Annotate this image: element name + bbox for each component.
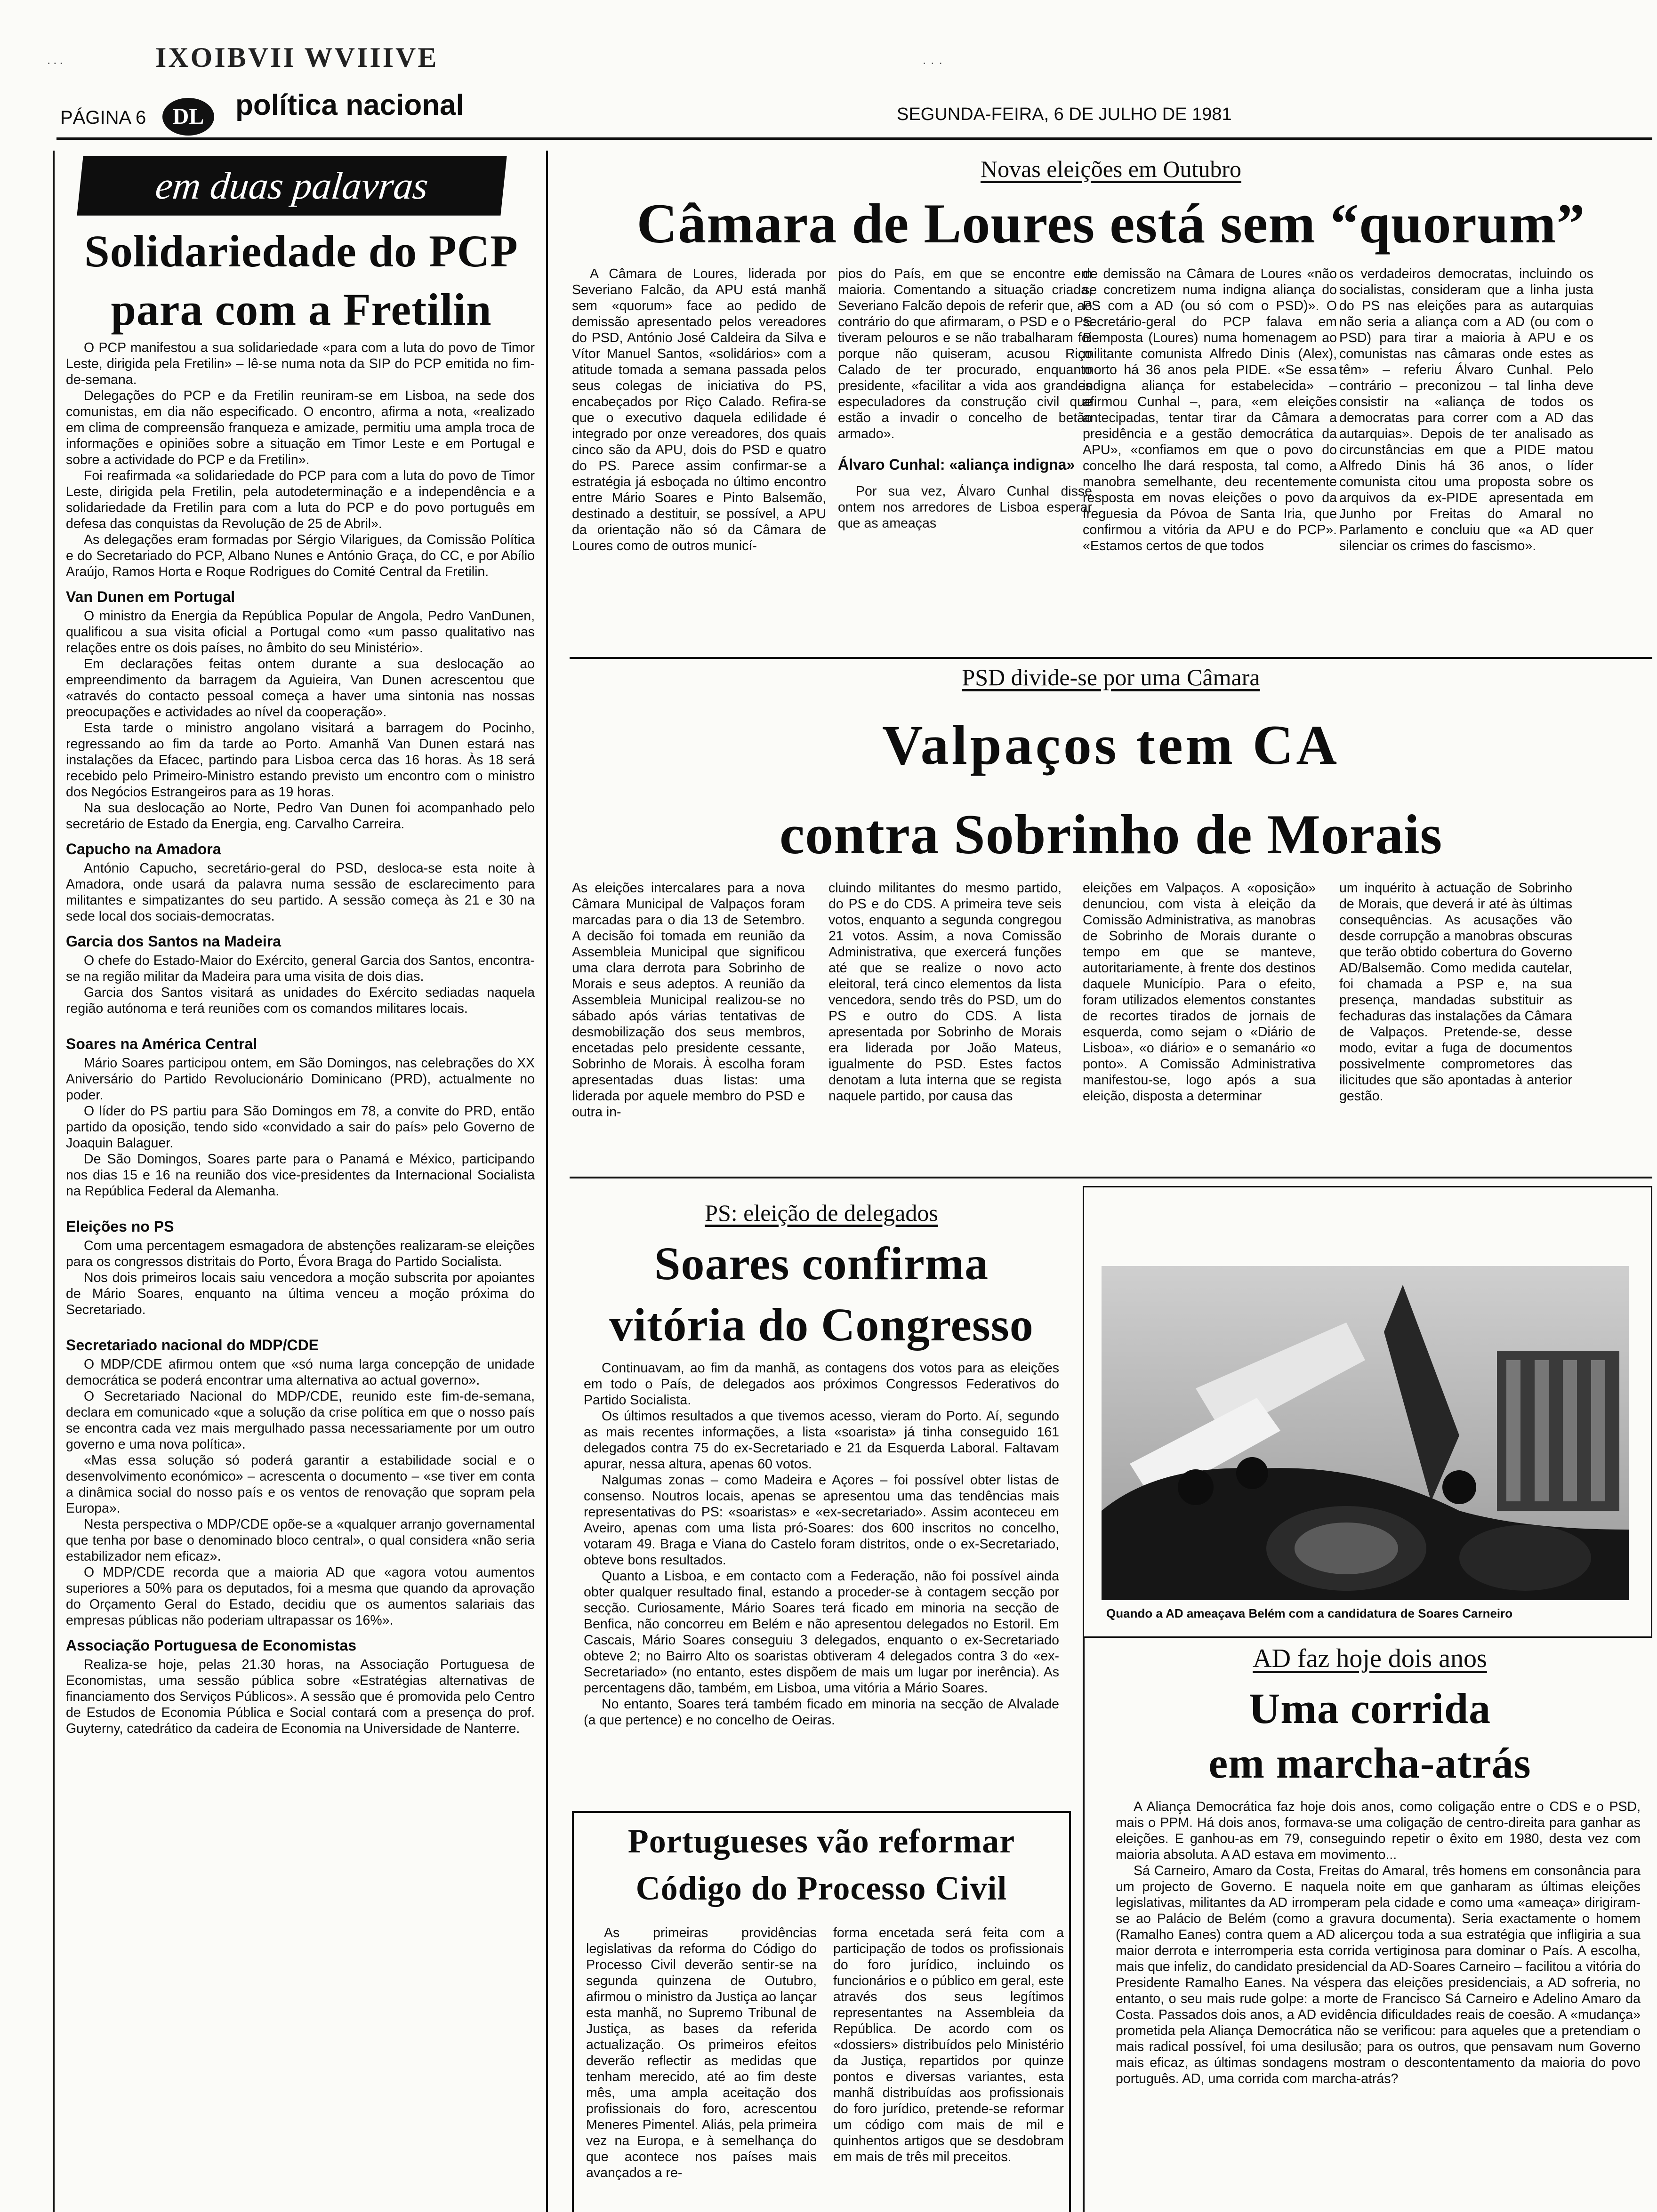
paragraph: O MDP/CDE afirmou ontem que «só numa larga concepção de unidade democrática se poderá encontrar uma alternativa ao actual governo». — [66, 1357, 535, 1388]
ad-body — [1116, 1799, 1641, 2208]
soares-kicker: PS: eleição de delegados — [705, 1200, 938, 1226]
paragraph: O ministro da Energia da República Popular de Angola, Pedro VanDunen, qualificou a sua visita oficial a Portugal como «um passo qualitativo nas relações entre os dois países, no âmbito do seu Ministério». — [66, 609, 535, 656]
paragraph: Delegações do PCP e da Fretilin reuniram-se em Lisboa, na sede dos comunistas, em dia não especificado. O encontro, afirma a nota, «realizado em clima de compreensão franqueza e amizade, permitiu uma ampla troca de informações e opiniões sobre a situação em Timor Leste e em Portugal e sobre a actividade do PCP e da Fretilin». — [66, 388, 535, 467]
paragraph: Nalgumas zonas – como Madeira e Açores – foi possível obter listas de consenso. Noutros locais, apenas se apresentou uma das tendências mais representativas do PS: «soaristas» e «ex-secretariado». Assim aconteceu em Aveiro, apenas com uma lista pró-Soares: dos 600 inscritos no concelho, votaram 49. Braga e Viana do Castelo foram distritos, onde o ex-Secretariado, obteve bons resultados. — [584, 1473, 1059, 1568]
masthead-top-left: ... — [47, 53, 66, 67]
paragraph: De São Domingos, Soares parte para o Panamá e México, participando nos dias 15 e 16 na reunião dos vice-presidentes da Internacional Socialista na República Federal da Alemanha. — [66, 1152, 535, 1199]
paragraph: Em declarações feitas ontem durante a sua deslocação ao empreendimento da barragem da Aguieira, Van Dunen acrescentou que «através do contacto pessoal começa a haver uma sintonia nas nossas preocupações e actividades ao nível da cooperação». — [66, 657, 535, 720]
subhead-capucho: Capucho na Amadora — [66, 841, 221, 858]
paragraph: Mário Soares participou ontem, em São Domingos, nas celebrações do XX Aniversário do Partido Revolucionário Dominicano (PRD), actualmente no poder. — [66, 1056, 535, 1103]
subhead-garcia-dos-santos: Garcia dos Santos na Madeira — [66, 933, 282, 950]
paragraph: Esta tarde o ministro angolano visitará a barragem do Pocinho, regressando ao fim da tarde ao Porto. Amanhã Van Dunen estará nas instalações da Efacec, partindo para Lisboa cerca das 16 horas. Às 18 será recebido pelo Primeiro-Ministro estando previsto um encontro com o ministro dos Negócios Estrangeiros para as 19 horas. — [66, 721, 535, 800]
valpacos-headline-2: contra Sobrinho de Morais — [779, 803, 1443, 866]
codigo-headline-2: Código do Processo Civil — [635, 1869, 1007, 1907]
loures-kicker: Novas eleições em Outubro — [980, 156, 1241, 182]
valpacos-headline-1: Valpaços tem CA — [882, 713, 1340, 776]
codigo-col-2: forma encetada será feita com a participação de todos os profissionais do foro jurídico, incluindo os funcionários e o público em geral, este através dos seus legítimos representantes na Assembleia da República. De acordo com os «dossiers» distribuídos pelo Ministério da Justiça, repartidos por quinze pontos e diversas variantes, esta manhã distribuídas aos profissionais do foro jurídico, pretende-se reformar um código com mais de mil e quinhentos artigos que se desdobram em mais de três mil preceitos. — [833, 1925, 1064, 2164]
paragraph: O chefe do Estado-Maior do Exército, general Garcia dos Santos, encontra-se na região militar da Madeira para uma visita de dois dias. — [66, 953, 535, 984]
loures-col-2-text-b: Por sua vez, Álvaro Cunhal disse ontem nos arredores de Lisboa esperar que as ameaças — [838, 484, 1092, 531]
paragraph: Sá Carneiro, Amaro da Costa, Freitas do Amaral, três homens em consonância para um projecto de Governo. E naquela noite em que ganharam as últimas eleições legislativas, militantes da AD irromperam pela cidade e como uma «ameaça» dirigiram-se ao Palácio de Belém (como a gravura documenta). Seria exactamente o homem (Ramalho Eanes) contra quem a AD alicerçou toda a sua estratégia que infligiria a sua maior derrota e interromperia esta corrida vertiginosa para dominar o País. A escolha, mais que infeliz, do candidato presidencial da AD-Soares Carneiro – facilitou a vitória do Presidente Ramalho Eanes. Na véspera das eleições presidenciais, a AD sofreria, no entanto, o seu mais rude golpe: a morte de Francisco Sá Carneiro e Adelino Amaro da Costa. Passados dois anos, a AD evidência dificuldades reais de coesão. A «mudança» prometida pela Aliança Democrática não se verificou: para aqueles que a pretendiam o mais radical possível, foi uma desilusão; para os outros, que pensavam num Governo mais eficaz, as últimas sondagens mostram o descontentamento da maioria do povo português. AD, uma corrida com marcha-atrás? — [1116, 1863, 1641, 2086]
paragraph: O MDP/CDE recorda que a maioria AD que «agora votou aumentos superiores a 50% para os deputados, foi a mesma que quando da aprovação do Orçamento Geral do Estado, decidiu que os aumentos salariais das empresas públicas não poderiam ultrapassar os 16%». — [66, 1565, 535, 1628]
paragraph: Nesta perspectiva o MDP/CDE opõe-se a «qualquer arranjo governamental que tenha por base o denominado bloco central», o qual considera «não seria estabilizador nem eficaz». — [66, 1517, 535, 1564]
left-article-body — [66, 340, 535, 2175]
page-date: SEGUNDA-FEIRA, 6 DE JULHO DE 1981 — [897, 104, 1232, 124]
paragraph: António Capucho, secretário-geral do PSD, desloca-se esta noite à Amadora, onde usará da palavra numa sessão de esclarecimento para militantes e simpatizantes do seu partido. A sessão começa às 21 e 30 na sede local dos sociais-democratas. — [66, 861, 535, 924]
loures-col-4: os verdadeiros democratas, incluindo os socialistas, consideram que a linha justa do PS nas eleições para as autarquias não seria a aliança com a AD (ou com o PSD) para tirar a maioria à APU e os comunistas nas câmaras onde estes as têm» – referiu Álvaro Cunhal. Pelo contrário – preconizou – tal linha deve consistir na «aliança de todos os democratas para correr com a AD das autarquias». Depois de ter analisado as circunstâncias em que a PIDE matou Alfredo Dinis há 36 anos, o líder comunista citou uma proposta sobre os arquivos da ex-PIDE apresentada em Junho por Freitas do Amaral no Parlamento e concluiu que «a AD quer silenciar os crimes do fascismo». — [1339, 266, 1593, 553]
codigo-headline-1: Portugueses vão reformar — [627, 1822, 1015, 1860]
loures-col-2-text: pios do País, em que se encontre em maioria. Comentando a situação criada, Severiano Falcão depois de referir que, ao contrário do que afirmaram, o PSD e o PS tiveram pelouros e se não trabalharam foi porque não quiseram, acusou Riço Calado de ter procurado, enquanto presidente, «facilitar a vida aos grandes especuladores da construção civil que estão a invadir o concelho de betão armado». — [838, 266, 1092, 441]
ad-kicker: AD faz hoje dois anos — [1253, 1644, 1487, 1673]
paragraph: Foi reafirmada «a solidariedade do PCP para com a luta do povo de Timor Leste, dirigida pela Fretilin, pela autodeterminação e a independência e a solidariedade da Fretilin para com a luta do PCP e do povo português em defesa das conquistas da Revolução de 25 de Abril». — [66, 468, 535, 531]
section-logo: DL — [162, 98, 214, 136]
loures-col-3: de demissão na Câmara de Loures «não se concretizem numa indigna aliança do PS com a AD (ou só com o PSD)». O secretário-geral do PCP falava em Bemposta (Loures) numa homenagem ao militante comunista Alfredo Dinis (Alex), morto há 36 anos pela PIDE. «Se essa indigna aliança for estabelecida» – afirmou Cunhal –, para, «em eleições antecipadas, tentar tirar da Câmara a presidência e a gestão democrática da APU», «confiamos em que o povo do concelho lhe dará resposta, tal como, a manobra semelhante, deu recentemente resposta em novas eleições o povo da freguesia da Póvoa de Santa Iria, que confirmou a vitória da APU e do PCP». «Estamos certos de que todos — [1083, 266, 1337, 553]
paragraph: «Mas essa solução só poderá garantir a estabilidade social e o desenvolvimento económico» – acrescenta o documento – «se tiver em conta a dinâmica social do nosso país e os ventos de renovação que sopram pela Europa». — [66, 1453, 535, 1516]
loures-subhead: Álvaro Cunhal: «aliança indigna» — [838, 456, 1075, 473]
paragraph: Quanto a Lisboa, e em contacto com a Federação, não foi possível ainda obter qualquer resultado final, estando a proceder-se à contagem secção por secção. Curiosamente, Mário Soares terá ficado em minoria na secção de Benfica, não concorreu em Belém e não apresentou delegados no Estoril. Em Cascais, Mário Soares conseguiu 3 delegados, enquanto o ex-Secretariado obteve 2; no Bairro Alto os soaristas obtiveram 4 delegados contra 3 do «ex-Secretariado» (no entanto, estes dispõem de mais um lugar por inerência). As percentagens dão, também, em Lisboa, uma vitória a Mário Soares. — [584, 1569, 1059, 1696]
soares-body — [584, 1360, 1059, 1793]
soares-headline-2: vitória do Congresso — [609, 1298, 1034, 1351]
loures-headline: Câmara de Loures está sem “quorum” — [636, 192, 1585, 255]
valpacos-col-4: um inquérito à actuação de Sobrinho de Morais, que deverá ir até às últimas consequências. As acusações vão desde corrupção a manobras obscuras que terão obtido cobertura do Governo AD/Balsemão. Como medida cautelar, foi chamada a PSP e, na sua presença, mandadas substituir as fechaduras das instalações da Câmara de Valpaços. Pretende-se, desse modo, evitar a fuga de documentos possivelmente comprometores das ilicitudes que são apontadas à anterior gestão. — [1339, 881, 1572, 1104]
paragraph: As delegações eram formadas por Sérgio Vilarigues, da Comissão Política e do Secretariado do PCP, Albano Nunes e António Graça, do CC, e por Abílio Araújo, Ramos Horta e Roque Rodrigues do Comité Central da Fretilin. — [66, 532, 535, 579]
masthead-top-right: ... — [923, 53, 947, 67]
paragraph: Com uma percentagem esmagadora de abstenções realizaram-se eleições para os congressos distritais do Porto, Évora Braga do Partido Socialista. — [66, 1238, 535, 1269]
codigo-col-1: As primeiras providências legislativas da reforma do Código do Processo Civil deverão sentir-se na segunda quinzena de Outubro, afirmou o ministro da Justiça ao lançar esta manhã, no Supremo Tribunal de Justiça, as bases da referida actualização. Os primeiros efeitos deverão reflectir as medidas que tenham merecido, até ao fim deste mês, uma ampla aceitação dos profissionais do foro, acrescentou Meneres Pimentel. Aliás, pela primeira vez na Europa, e à semelhança do que acontece nos países mais avançados a re- — [586, 1925, 817, 2180]
section-title: política nacional — [235, 89, 464, 121]
paragraph: O líder do PS partiu para São Domingos em 78, a convite do PRD, então partido da oposição, tendo sido «convidado a sair do país» pelo Governo de Joaquin Balaguer. — [66, 1104, 535, 1151]
loures-rule — [570, 657, 1652, 659]
ad-rule-left — [1083, 1638, 1085, 2212]
belem-photo — [1102, 1266, 1629, 1600]
paragraph: A Aliança Democrática faz hoje dois anos, como coligação entre o CDS e o PSD, mais o PPM. Há dois anos, formava-se uma coligação de centro-direita para ganhar as eleições. E ganhou-as em 79, conseguindo repetir o êxito em 1980, desta vez com maioria absoluta. A AD estava em movimento... — [1116, 1799, 1641, 1862]
ad-headline-2: em marcha-atrás — [1208, 1739, 1531, 1787]
em-duas-palavras-banner: em duas palavras — [77, 156, 507, 216]
paragraph: O Secretariado Nacional do MDP/CDE, reunido este fim-de-semana, declara em comunicado «que a solução da crise política em que o nosso país se encontra cada vez mais mergulhado passa necessariamente por um outro governo e uma nova política». — [66, 1389, 535, 1452]
subhead-soares-america: Soares na América Central — [66, 1035, 257, 1052]
valpacos-col-1: As eleições intercalares para a nova Câmara Municipal de Valpaços foram marcadas para o dia 13 de Setembro. A decisão foi tomada em reunião da Assembleia Municipal que significou uma clara derrota para Sobrinho de Morais e seus adeptos. A reunião da Assembleia Municipal realizou-se no sábado após várias tentativas de desmobilização dos seus membros, encetadas pelo presidente cessante, Sobrinho de Morais. À escolha foram apresentadas duas listas: uma liderada por aquele membro do PSD e outra in- — [572, 881, 805, 1120]
page-number: PÁGINA 6 — [60, 107, 146, 128]
left-headline: Solidariedade do PCP para com a Fretilin — [84, 226, 518, 335]
ad-headline-1: Uma corrida — [1248, 1684, 1491, 1732]
valpacos-col-2: cluindo militantes do mesmo partido, do PS e do CDS. A primeira teve seis votos, enquanto a segunda congregou 21 votos. Assim, a nova Comissão Administrativa, que exercerá funções até que se realize o novo acto eleitoral, terá cinco elementos da lista vencedora, sendo três do PSD, um do PS e outro do CDS. A lista apresentada por Sobrinho de Morais era liderada por João Mateus, igualmente do PSD. Estes factos denotam a luta interna que se regista naquele partido, por causa das — [828, 881, 1062, 1104]
masthead-rule — [56, 137, 1652, 140]
soares-headline-1: Soares confirma — [654, 1237, 989, 1290]
valpacos-col-3: eleições em Valpaços. A «oposição» denunciou, com vista à eleição da Comissão Administrativa, as manobras de Sobrinho de Morais durante o tempo em que se manteve, autoritariamente, à frente dos destinos daquele Município. Para o efeito, foram utilizados elementos constantes de recortes tirados de jornais de esquerda, como sejam o «Diário de Lisboa», «o diário» e o semanário «o ponto». A Comissão Administrativa manifestou-se, logo após a sua eleição, disposta a determinar — [1083, 881, 1316, 1104]
masthead-paper-name: IXOIBVII WVIIIVE — [155, 42, 439, 73]
subhead-mdp-cde: Secretariado nacional do MDP/CDE — [66, 1337, 319, 1354]
valpacos-kicker: PSD divide-se por uma Câmara — [962, 664, 1260, 690]
subhead-economistas: Associação Portuguesa de Economistas — [66, 1637, 357, 1654]
masthead — [0, 0, 1657, 151]
paragraph: Os últimos resultados a que tivemos acesso, vieram do Porto. Aí, segundo as mais recentes informações, a lista «soarista» já tinha conseguido 161 delegados contra 75 do ex-Secretariado e 21 da Esquerda Laboral. Faltavam apurar, nessa altura, apenas 60 votos. — [584, 1409, 1059, 1472]
paragraph: Garcia dos Santos visitará as unidades do Exército sediadas naquela região autónoma e terá reuniões com os comandos militares locais. — [66, 985, 535, 1016]
paragraph: Realiza-se hoje, pelas 21.30 horas, na Associação Portuguesa de Economistas, uma sessão pública sobre «Estratégias alternativas de financiamento dos Serviços Públicos». A sessão que é promovida pelo Centro de Estudos de Economia Pública e Social contará com a presença do prof. Guyterny, catedrático da cadeira de Economia na Universidade de Nanterre. — [66, 1657, 535, 1736]
subhead-eleicoes-ps: Eleições no PS — [66, 1218, 174, 1235]
paragraph: Na sua deslocação ao Norte, Pedro Van Dunen foi acompanhado pelo secretário de Estado da Energia, eng. Carvalho Carreira. — [66, 801, 535, 832]
paragraph: No entanto, Soares terá também ficado em minoria na secção de Alvalade (a que pertence) e no concelho de Oeiras. — [584, 1697, 1059, 1728]
photo-caption: Quando a AD ameaçava Belém com a candidatura de Soares Carneiro — [1106, 1606, 1513, 1620]
subhead-van-dunen: Van Dunen em Portugal — [66, 588, 235, 605]
paragraph: O PCP manifestou a sua solidariedade «para com a luta do povo de Timor Leste, dirigida pela Fretilin» – lê-se numa nota da SIP do PCP emitida no fim-de-semana. — [66, 340, 535, 387]
loures-col-2 — [838, 266, 1092, 652]
paragraph: Continuavam, ao fim da manhã, as contagens dos votos para as eleições em todo o País, de delegados aos próximos Congressos Federativos do Partido Socialista. — [584, 1361, 1059, 1408]
paragraph: Nos dois primeiros locais saiu vencedora a moção subscrita por apoiantes de Mário Soares, enquanto na última venceu a moção próxima do Secretariado. — [66, 1270, 535, 1317]
loures-col-1: A Câmara de Loures, liderada por Severiano Falcão, da APU está manhã sem «quorum» face ao pedido de demissão apresentado pelos vereadores do PSD, António José Caldeira da Silva e Vítor Manuel Santos, «solidários» com a atitude tomada a semana passada pelos seus colegas de iniciativa do PS, encabeçados por Riço Calado. Refira-se que o executivo daquela edilidade é integrado por onze vereadores, dos quais cinco são da APU, dois do PSD e quatro do PS. Parece assim confirmar-se a estratégia já esboçada no último encontro entre Mário Soares e Pinto Balsemão, destinado a destituir, se possível, a APU da orientação não só da Câmara de Loures como de outros municí- — [572, 266, 826, 553]
valpacos-rule — [570, 1177, 1652, 1178]
